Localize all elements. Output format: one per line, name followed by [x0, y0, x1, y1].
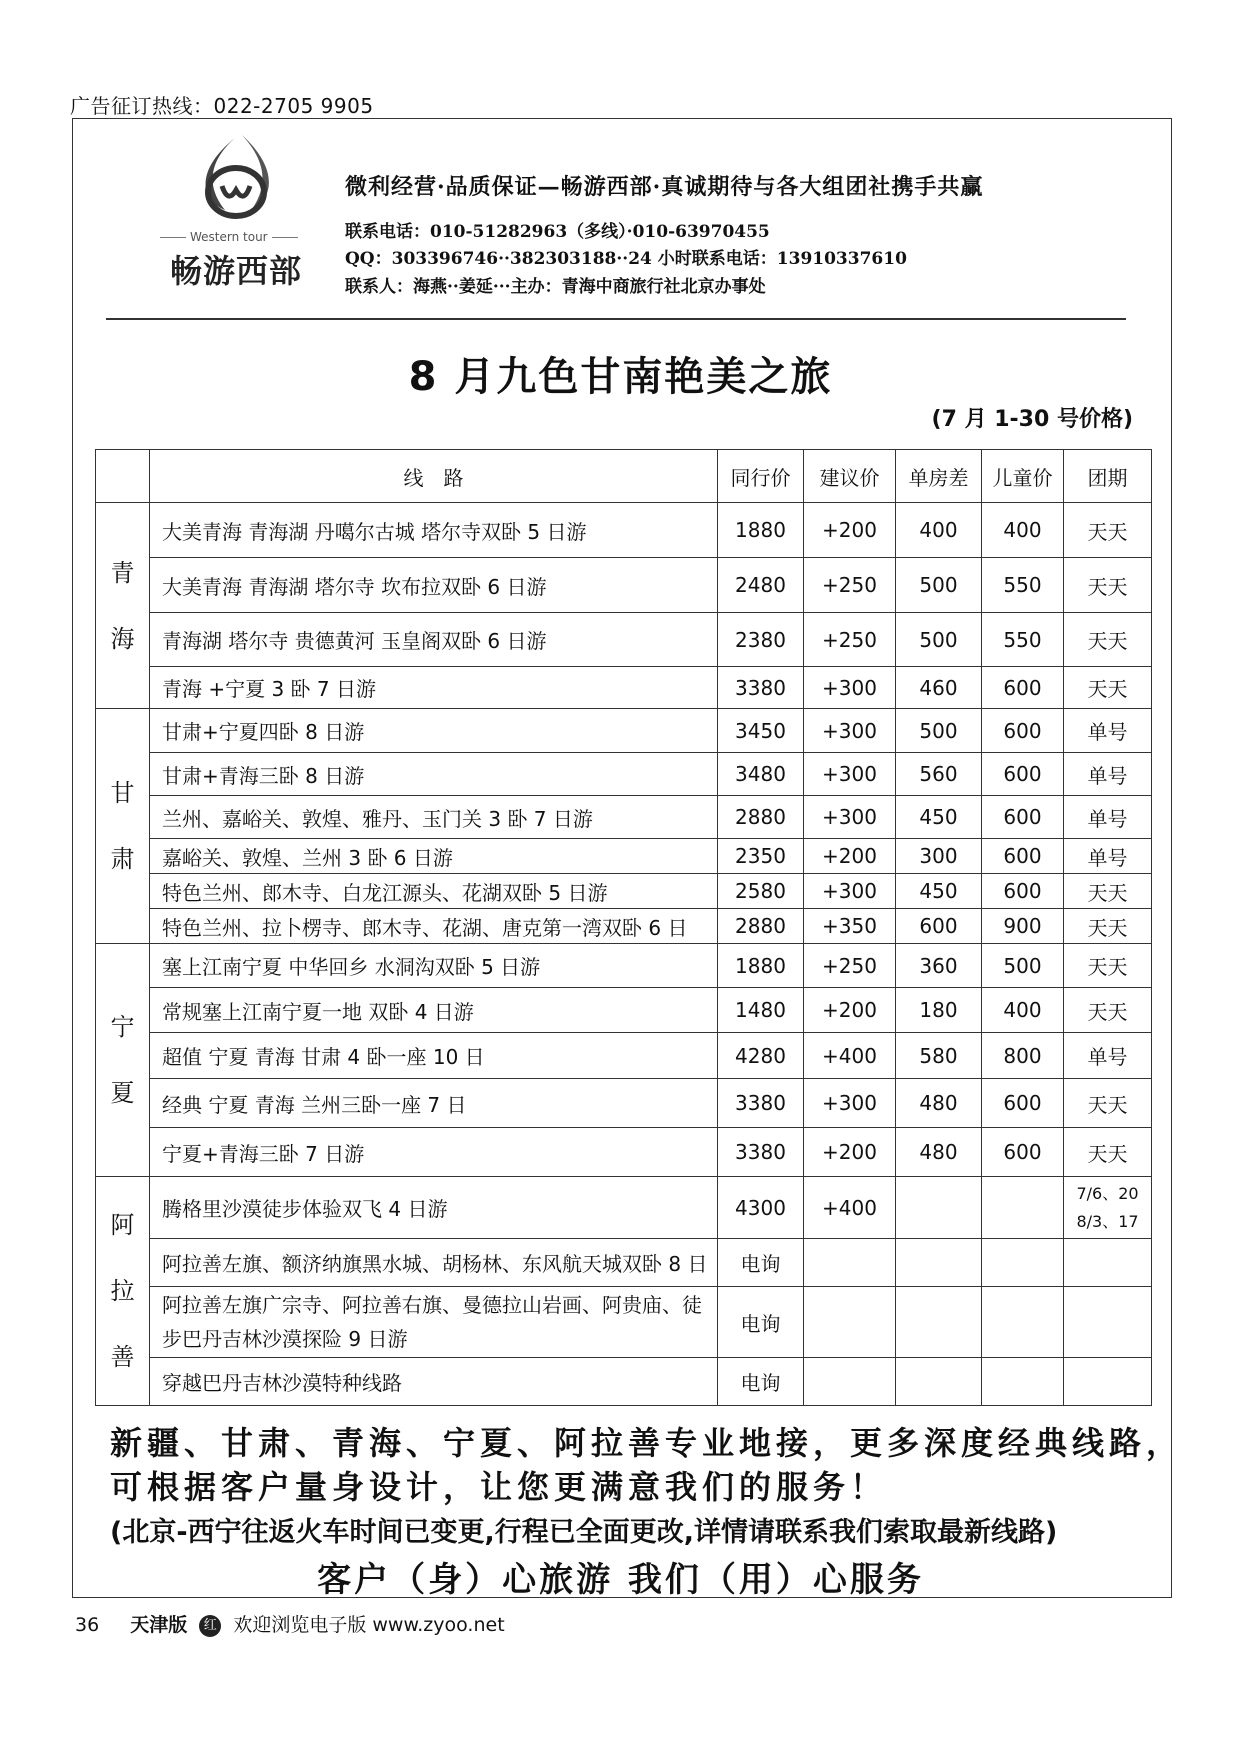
- peer-price: 1880: [718, 503, 804, 558]
- departure-dates: 天天: [1064, 558, 1152, 613]
- departure-dates: 天天: [1064, 874, 1152, 909]
- child-price: 550: [982, 558, 1064, 613]
- header-departure-dates: 团期: [1064, 450, 1152, 503]
- table-row: [96, 909, 1152, 944]
- table-row: [96, 874, 1152, 909]
- single-supplement: 450: [896, 796, 982, 839]
- child-price: 550: [982, 613, 1064, 667]
- single-supplement: 460: [896, 667, 982, 709]
- departure-dates: 单号: [1064, 839, 1152, 874]
- table-row: [96, 988, 1152, 1033]
- departure-dates-august: 8/3、17: [1076, 1211, 1139, 1231]
- price-note: (7 月 1-30 号价格): [931, 407, 1133, 432]
- route-name: 大美青海 青海湖 塔尔寺 坎布拉双卧 6 日游: [150, 558, 718, 613]
- single-supplement: 500: [896, 709, 982, 753]
- peer-price: 2880: [718, 909, 804, 944]
- table-row: [96, 1358, 1152, 1406]
- region-gansu: 甘 肃: [96, 709, 150, 944]
- table-row: [96, 1239, 1152, 1287]
- child-price: 800: [982, 1033, 1064, 1079]
- suggested-price: +400: [804, 1177, 896, 1239]
- single-supplement: 180: [896, 988, 982, 1033]
- departure-dates: 天天: [1064, 988, 1152, 1033]
- suggested-price: +250: [804, 558, 896, 613]
- suggested-price: [804, 1287, 896, 1358]
- table-row: [96, 944, 1152, 988]
- header-child-price: 儿童价: [982, 450, 1064, 503]
- company-logo: [150, 130, 320, 300]
- child-price: 600: [982, 709, 1064, 753]
- table-row: [96, 796, 1152, 839]
- suggested-price: +400: [804, 1033, 896, 1079]
- region-ningxia: 宁 夏: [96, 944, 150, 1177]
- departure-dates: 单号: [1064, 709, 1152, 753]
- child-price: 600: [982, 1128, 1064, 1177]
- route-name: 甘肃+宁夏四卧 8 日游: [150, 709, 718, 753]
- child-price: 600: [982, 874, 1064, 909]
- child-price: 900: [982, 909, 1064, 944]
- route-name: 特色兰州、拉卜楞寺、郎木寺、花湖、唐克第一湾双卧 6 日: [150, 909, 718, 944]
- departure-dates: 单号: [1064, 753, 1152, 796]
- suggested-price: [804, 1239, 896, 1287]
- table-row: [96, 667, 1152, 709]
- suggested-price: +300: [804, 874, 896, 909]
- route-name: 经典 宁夏 青海 兰州三卧一座 7 日: [150, 1079, 718, 1128]
- peer-price: 2480: [718, 558, 804, 613]
- departure-dates: 天天: [1064, 667, 1152, 709]
- peer-price: 电询: [718, 1358, 804, 1406]
- departure-dates: 天天: [1064, 944, 1152, 988]
- child-price: 600: [982, 839, 1064, 874]
- departure-dates: 天天: [1064, 1079, 1152, 1128]
- page-title: 8 月九色甘南艳美之旅: [408, 354, 833, 400]
- logo-brand: 畅游西部: [170, 252, 303, 290]
- departure-dates: 天天: [1064, 613, 1152, 667]
- single-supplement: 580: [896, 1033, 982, 1079]
- table-row: [96, 709, 1152, 753]
- suggested-price: +300: [804, 753, 896, 796]
- child-price: [982, 1177, 1064, 1239]
- departure-dates: [1064, 1358, 1152, 1406]
- ad-hotline: 广告征订热线：022-2705 9905: [70, 94, 374, 118]
- header-suggested-price: 建议价: [804, 450, 896, 503]
- page-number: 36: [75, 1614, 100, 1636]
- single-supplement: [896, 1358, 982, 1406]
- suggested-price: +300: [804, 709, 896, 753]
- footer-website[interactable]: 欢迎浏览电子版 www.zyoo.net: [233, 1614, 505, 1636]
- single-supplement: 480: [896, 1079, 982, 1128]
- child-price: 600: [982, 667, 1064, 709]
- region-qinghai: 青 海: [96, 503, 150, 709]
- schedule-notice: (北京-西宁往返火车时间已变更,行程已全面更改,详情请联系我们索取最新线路): [110, 1517, 1058, 1548]
- route-name: 特色兰州、郎木寺、白龙江源头、花湖双卧 5 日游: [150, 874, 718, 909]
- table-row: [96, 753, 1152, 796]
- single-supplement: 500: [896, 613, 982, 667]
- peer-price: 2380: [718, 613, 804, 667]
- child-price: 500: [982, 944, 1064, 988]
- route-name: 常规塞上江南宁夏一地 双卧 4 日游: [150, 988, 718, 1033]
- departure-dates: [1064, 1287, 1152, 1358]
- departure-dates-july: 7/6、20: [1076, 1183, 1139, 1203]
- table-header-row: [96, 450, 1152, 503]
- single-supplement: 300: [896, 839, 982, 874]
- suggested-price: +250: [804, 613, 896, 667]
- route-name: 塞上江南宁夏 中华回乡 水洞沟双卧 5 日游: [150, 944, 718, 988]
- departure-dates: 单号: [1064, 796, 1152, 839]
- departure-dates: [1064, 1239, 1152, 1287]
- child-price: 400: [982, 988, 1064, 1033]
- route-name: 兰州、嘉峪关、敦煌、雅丹、玉门关 3 卧 7 日游: [150, 796, 718, 839]
- peer-price: 3380: [718, 1079, 804, 1128]
- route-name: 穿越巴丹吉林沙漠特种线路: [150, 1358, 718, 1406]
- peer-price: 2580: [718, 874, 804, 909]
- child-price: [982, 1239, 1064, 1287]
- route-name: 嘉峪关、敦煌、兰州 3 卧 6 日游: [150, 839, 718, 874]
- peer-price: 电询: [718, 1239, 804, 1287]
- page-footer: [75, 1610, 505, 1637]
- single-supplement: [896, 1287, 982, 1358]
- suggested-price: [804, 1358, 896, 1406]
- route-name: 宁夏+青海三卧 7 日游: [150, 1128, 718, 1177]
- route-name: 青海湖 塔尔寺 贵德黄河 玉皇阁双卧 6 日游: [150, 613, 718, 667]
- motto: 客户（身）心旅游 我们（用）心服务: [317, 1560, 924, 1600]
- departure-dates: 天天: [1064, 909, 1152, 944]
- table-row: [96, 503, 1152, 558]
- suggested-price: +250: [804, 944, 896, 988]
- peer-price: 3380: [718, 667, 804, 709]
- route-name: 青海 +宁夏 3 卧 7 日游: [150, 667, 718, 709]
- departure-dates: 天天: [1064, 503, 1152, 558]
- suggested-price: +200: [804, 839, 896, 874]
- single-supplement: 480: [896, 1128, 982, 1177]
- suggested-price: +300: [804, 667, 896, 709]
- departure-dates: 单号: [1064, 1033, 1152, 1079]
- peer-price: 3450: [718, 709, 804, 753]
- departure-dates: 天天: [1064, 1128, 1152, 1177]
- phone-line: 联系电话：010-51282963（多线）·010-63970455: [345, 222, 770, 242]
- route-name: 腾格里沙漠徒步体验双飞 4 日游: [150, 1177, 718, 1239]
- route-name: 甘肃+青海三卧 8 日游: [150, 753, 718, 796]
- child-price: 600: [982, 753, 1064, 796]
- logo-caption: Western tour: [156, 230, 302, 244]
- single-supplement: [896, 1177, 982, 1239]
- table-row: [96, 1287, 1152, 1358]
- edition-label: 天津版: [130, 1614, 188, 1636]
- route-name: 超值 宁夏 青海 甘肃 4 卧一座 10 日: [150, 1033, 718, 1079]
- region-alxa: 阿 拉 善: [96, 1177, 150, 1406]
- peer-price: 2350: [718, 839, 804, 874]
- peer-price: 4300: [718, 1177, 804, 1239]
- contact-line: 联系人：海燕··姜延···主办：青海中商旅行社北京办事处: [345, 277, 766, 297]
- header-peer-price: 同行价: [718, 450, 804, 503]
- table-row: [96, 1177, 1152, 1239]
- slogan: 微利经营·品质保证—畅游西部·真诚期待与各大组团社携手共赢: [345, 174, 984, 200]
- peer-price: 1880: [718, 944, 804, 988]
- single-supplement: 500: [896, 558, 982, 613]
- peer-price: 4280: [718, 1033, 804, 1079]
- single-supplement: 400: [896, 503, 982, 558]
- route-name: 大美青海 青海湖 丹噶尔古城 塔尔寺双卧 5 日游: [150, 503, 718, 558]
- suggested-price: +350: [804, 909, 896, 944]
- peer-price: 3380: [718, 1128, 804, 1177]
- single-supplement: 360: [896, 944, 982, 988]
- header-route: 线 路: [150, 450, 718, 503]
- peer-price: 3480: [718, 753, 804, 796]
- route-name: 阿拉善左旗、额济纳旗黑水城、胡杨林、东风航天城双卧 8 日: [150, 1239, 718, 1287]
- qq-line: QQ：303396746··382303188··24 小时联系电话：13910337610: [345, 249, 907, 269]
- table-row: [96, 558, 1152, 613]
- flame-logo-icon: [180, 130, 290, 225]
- suggested-price: +300: [804, 1079, 896, 1128]
- route-name: 阿拉善左旗广宗寺、阿拉善右旗、曼德拉山岩画、阿贵庙、徒步巴丹吉林沙漠探险 9 日游: [150, 1287, 718, 1358]
- single-supplement: [896, 1239, 982, 1287]
- table-row: [96, 1079, 1152, 1128]
- child-price: [982, 1358, 1064, 1406]
- peer-price: 1480: [718, 988, 804, 1033]
- promo-line-1: 新疆、甘肃、青海、宁夏、阿拉善专业地接，更多深度经典线路，: [110, 1424, 1184, 1462]
- child-price: 600: [982, 1079, 1064, 1128]
- single-supplement: 450: [896, 874, 982, 909]
- suggested-price: +300: [804, 796, 896, 839]
- table-row: [96, 839, 1152, 874]
- child-price: 400: [982, 503, 1064, 558]
- departure-dates: [1064, 1177, 1152, 1239]
- single-supplement: 600: [896, 909, 982, 944]
- red-badge-icon: 红: [199, 1615, 221, 1637]
- single-supplement: 560: [896, 753, 982, 796]
- header-region: [96, 450, 150, 503]
- table-row: [96, 1033, 1152, 1079]
- table-row: [96, 613, 1152, 667]
- peer-price: 电询: [718, 1287, 804, 1358]
- suggested-price: +200: [804, 503, 896, 558]
- promo-line-2: 可根据客户量身设计，让您更满意我们的服务！: [110, 1468, 888, 1506]
- peer-price: 2880: [718, 796, 804, 839]
- table-row: [96, 1128, 1152, 1177]
- child-price: [982, 1287, 1064, 1358]
- child-price: 600: [982, 796, 1064, 839]
- header-single-supplement: 单房差: [896, 450, 982, 503]
- price-table: [95, 449, 1152, 1406]
- divider: [106, 318, 1126, 320]
- suggested-price: +200: [804, 988, 896, 1033]
- suggested-price: +200: [804, 1128, 896, 1177]
